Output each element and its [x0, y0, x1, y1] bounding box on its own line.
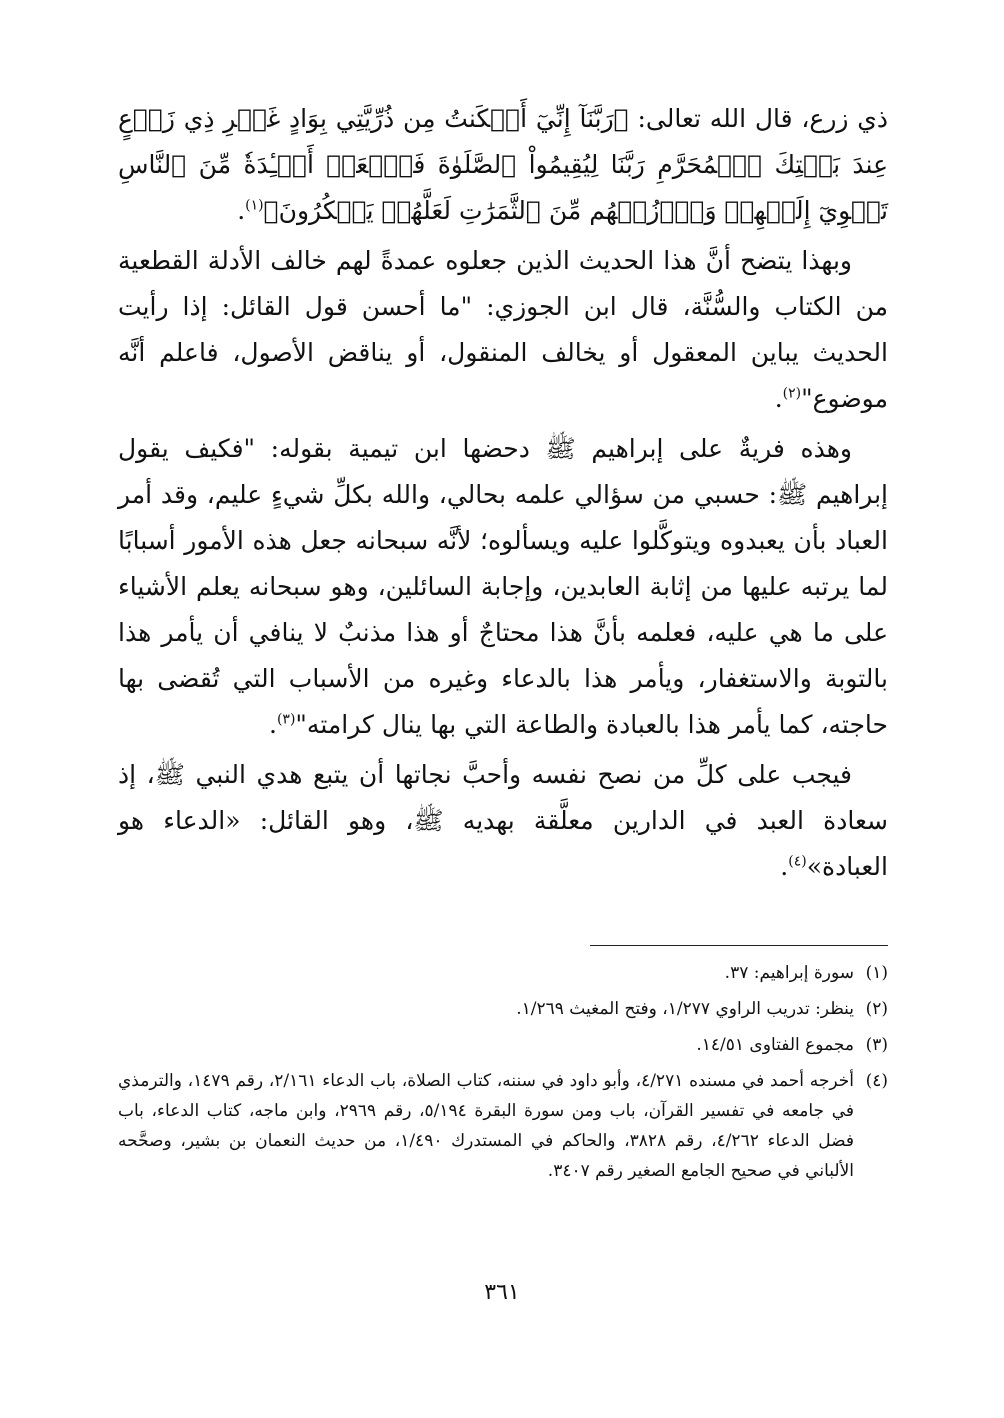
footnote-text: أخرجه أحمد في مسنده ٤/٢٧١، وأبو داود في سننه، كتاب الصلاة، باب الدعاء ٢/١٦١، رقم ١٤٧٩، والترمذي في جامعه في تفسير القرآن، باب ومن سورة البقرة ٥/١٩٤، رقم ٢٩٦٩، وابن ماجه، كتاب الدعاء، باب فضل الدعاء ٤/٢٦٢، رقم ٣٨٢٨، والحاكم في المستدرك ١/٤٩٠، من حديث النعمان بن بشير، وصحَّحه الألباني في صحيح الجامع الصغير رقم ٣٤٠٧. [118, 1071, 854, 1181]
footnote-ref[interactable]: (٤) [788, 853, 807, 870]
paragraph-quran-verse [118, 96, 888, 234]
footnote-ref[interactable]: (٣) [276, 711, 296, 728]
paragraph-ibn-taymiyya [118, 426, 888, 748]
footnote-item [118, 1066, 888, 1186]
footnote-item [118, 1030, 888, 1060]
footnote-item [118, 994, 888, 1024]
main-text [118, 96, 888, 890]
footnote-number: (٣) [865, 1035, 888, 1055]
footnote-divider [590, 945, 888, 946]
page-number: ٣٦١ [484, 1280, 520, 1305]
paragraph-conclusion [118, 752, 888, 890]
paragraph-end: . [780, 852, 789, 881]
paragraph-text: فيجب على كلِّ من نصح نفسه وأحبَّ نجاتها أن يتبع هدي النبي ﷺ، إذ سعادة العبد في الدارين معلَّقة بهديه ﷺ، وهو القائل: «الدعاء هو العبادة» [118, 760, 888, 881]
footnote-ref[interactable]: (١) [245, 197, 264, 214]
footnote-number: (٢) [865, 999, 888, 1019]
paragraph-text: وبهذا يتضح أنَّ هذا الحديث الذين جعلوه عمدةً لهم خالف الأدلة القطعية من الكتاب والسُّنَّة، قال ابن الجوزي: "ما أحسن قول القائل: إذا رأيت الحديث يباين المعقول أو يخالف المنقول، أو يناقض الأصول، فاعلم أنَّه موضوع" [118, 246, 888, 413]
footnote-item [118, 958, 888, 988]
footnote-number: (٤) [865, 1071, 888, 1091]
footnote-text: مجموع الفتاوى ١٤/٥١. [696, 1035, 854, 1055]
quran-verse: ﴿رَبَّنَآ إِنِّيٓ أَسۡكَنتُ مِن ذُرِّيَّتِي بِوَادٍ غَيۡرِ ذِي زَرۡعٍ عِندَ بَيۡتِكَ ٱلۡمُحَرَّمِ رَبَّنَا لِيُقِيمُواْ ٱلصَّلَوٰةَ فَٱجۡعَلۡ أَفۡـِٔدَةٗ مِّنَ ٱلنَّاسِ تَهۡوِيٓ إِلَيۡهِمۡ وَٱرۡزُقۡهُم مِّنَ ٱلثَّمَرَٰتِ لَعَلَّهُمۡ يَشۡكُرُونَ﴾ [118, 104, 888, 225]
paragraph-end: . [269, 710, 277, 739]
footnote-text: سورة إبراهيم: ٣٧. [724, 963, 854, 983]
paragraph-text: ذي زرع، قال الله تعالى: [628, 104, 888, 133]
paragraph-ibn-jawzi [118, 238, 888, 422]
footnote-number: (١) [865, 963, 888, 983]
paragraph-end: . [237, 196, 246, 225]
paragraph-end: . [774, 384, 783, 413]
footnote-text: ينظر: تدريب الراوي ١/٢٧٧، وفتح المغيث ١/٢٦٩. [516, 999, 854, 1019]
footnotes-list [118, 958, 888, 1192]
paragraph-text: وهذه فريةٌ على إبراهيم ﷺ دحضها ابن تيمية بقوله: "فكيف يقول إبراهيم ﷺ: حسبي من سؤالي علمه بحالي، والله بكلِّ شيءٍ عليم، وقد أمر العباد بأن يعبدوه ويتوكَّلوا عليه ويسألوه؛ لأنَّه سبحانه جعل هذه الأمور أسبابًا لما يرتبه عليها من إثابة العابدين، وإجابة السائلين، وهو سبحانه يعلم الأشياء على ما هي عليه، فعلمه بأنَّ هذا محتاجٌ أو هذا مذنبٌ لا ينافي أن يأمر هذا بالتوبة والاستغفار، ويأمر هذا بالدعاء وغيره من الأسباب التي تُقضى بها حاجته، كما يأمر هذا بالعبادة والطاعة التي بها ينال كرامته" [118, 434, 888, 739]
footnote-ref[interactable]: (٢) [782, 385, 802, 402]
